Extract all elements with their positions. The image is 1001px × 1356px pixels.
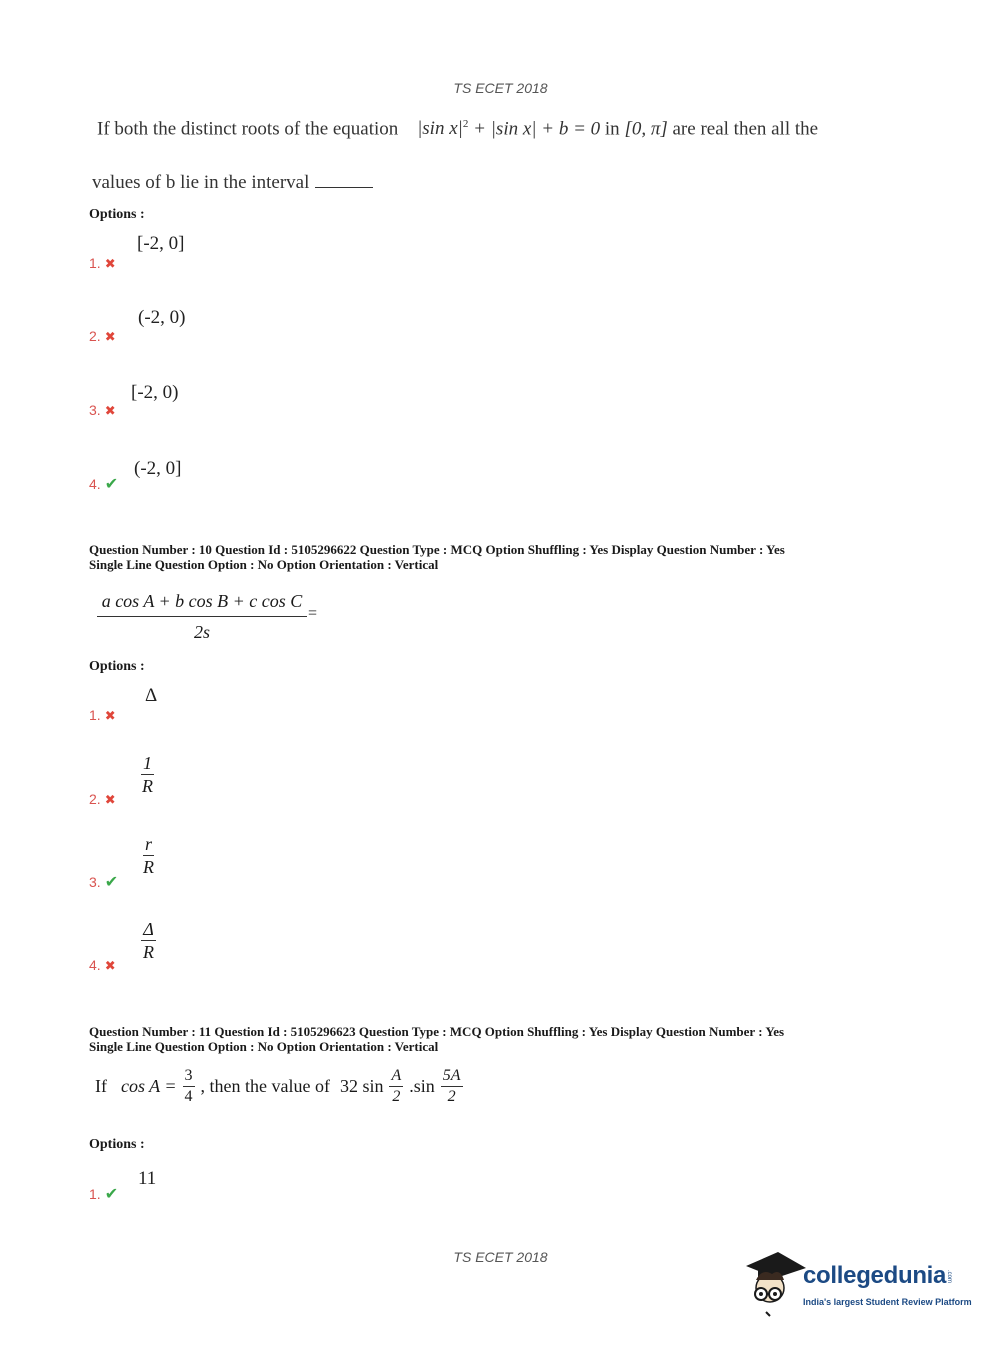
expression-equals: = xyxy=(308,605,318,622)
q10-option-3[interactable] xyxy=(89,872,118,892)
q9-option-2-value: (-2, 0) xyxy=(138,307,186,328)
question-9-line2 xyxy=(92,172,373,194)
question-9-text xyxy=(97,118,818,140)
logo-name: collegedunia xyxy=(803,1262,947,1289)
fraction-denominator: 2 xyxy=(447,1088,456,1105)
q10-option-3-value xyxy=(141,835,156,876)
question-10-meta xyxy=(89,542,785,572)
q10-option-1[interactable] xyxy=(89,707,116,725)
q9-option-1[interactable] xyxy=(89,255,116,273)
meta-line-2: Single Line Question Option : No Option Orientation : Vertical xyxy=(89,557,439,572)
option-number: 3. xyxy=(89,874,101,890)
page-footer: TS ECET 2018 xyxy=(453,1249,548,1265)
q10-option-4[interactable] xyxy=(89,957,116,975)
equation-in: in xyxy=(604,118,620,140)
option-number: 1. xyxy=(89,255,101,271)
expression-numerator: a cos A + b cos B + c cos C xyxy=(97,591,307,617)
fraction-numerator: 3 xyxy=(183,1068,195,1087)
cross-icon: ✖ xyxy=(104,793,116,808)
cross-icon: ✖ xyxy=(104,257,116,272)
question-9-suffix: are real then all the xyxy=(672,118,819,140)
q10-option-2[interactable] xyxy=(89,791,116,809)
fraction-numerator: A xyxy=(389,1068,403,1087)
q11-option-1-value: 11 xyxy=(138,1168,157,1189)
equation-exponent: 2 xyxy=(462,118,469,130)
q9-option-1-value: [-2, 0] xyxy=(137,233,185,254)
question-9-prefix: If both the distinct roots of the equation xyxy=(97,118,399,140)
option-number: 1. xyxy=(89,707,101,723)
equation-rest: + |sin x| + b = 0 xyxy=(473,118,601,140)
meta-line-1: Question Number : 10 Question Id : 5105296622 Question Type : MCQ Option Shuffling : Yes Display Question Number : Yes xyxy=(89,542,785,557)
option-number: 3. xyxy=(89,402,101,418)
expression-32sin: 32 sin xyxy=(339,1076,384,1096)
question-11-expression xyxy=(95,1068,463,1105)
q9-option-3-value: [-2, 0) xyxy=(131,382,179,403)
question-11-meta xyxy=(89,1024,784,1054)
fraction-denominator: R xyxy=(143,942,154,962)
q10-option-1-value: Δ xyxy=(145,685,158,706)
q10-option-2-value xyxy=(140,754,155,795)
expression-if: If xyxy=(95,1076,107,1096)
q10-option-4-value xyxy=(141,920,156,961)
expression-denominator: 2s xyxy=(193,622,210,642)
options-label: Options : xyxy=(89,1137,145,1152)
options-label: Options : xyxy=(89,207,145,222)
q9-option-4-value: (-2, 0] xyxy=(134,458,182,479)
option-number: 4. xyxy=(89,957,101,973)
question-10-expression xyxy=(97,591,307,643)
options-label: Options : xyxy=(89,659,145,674)
option-number: 1. xyxy=(89,1186,101,1202)
option-number: 2. xyxy=(89,328,101,344)
expression-cos: cos A = xyxy=(121,1076,177,1096)
logo-suffix: .com xyxy=(946,1269,953,1283)
fraction-denominator: R xyxy=(143,857,154,877)
question-9-line2-text: values of b lie in the interval xyxy=(92,172,310,193)
expression-then: , then the value of xyxy=(200,1076,330,1096)
logo-wordmark xyxy=(803,1262,952,1290)
mascot-logo-icon xyxy=(742,1248,808,1318)
check-icon: ✔ xyxy=(104,872,119,891)
meta-line-2: Single Line Question Option : No Option Orientation : Vertical xyxy=(89,1039,439,1054)
fraction-numerator: Δ xyxy=(143,919,154,939)
fraction-denominator: R xyxy=(142,776,153,796)
fraction-numerator: 1 xyxy=(143,753,152,773)
equation-abs-sinx: |sin x| xyxy=(417,118,463,140)
fraction-numerator: r xyxy=(144,834,152,854)
logo-tagline: India's largest Student Review Platform xyxy=(803,1297,972,1307)
check-icon: ✔ xyxy=(104,474,119,493)
equation-interval: [0, π] xyxy=(624,118,668,140)
q9-option-3[interactable] xyxy=(89,402,116,420)
option-number: 2. xyxy=(89,791,101,807)
fraction-denominator: 4 xyxy=(184,1088,193,1105)
q11-option-1[interactable] xyxy=(89,1184,118,1204)
option-number: 4. xyxy=(89,476,101,492)
expression-dotsin: .sin xyxy=(409,1076,435,1096)
cross-icon: ✖ xyxy=(104,330,116,345)
cross-icon: ✖ xyxy=(104,709,116,724)
fraction-denominator: 2 xyxy=(392,1088,401,1105)
check-icon: ✔ xyxy=(104,1184,119,1203)
q9-option-2[interactable] xyxy=(89,328,116,346)
q9-option-4[interactable] xyxy=(89,474,118,494)
meta-line-1: Question Number : 11 Question Id : 5105296623 Question Type : MCQ Option Shuffling : Yes Display Question Number : Yes xyxy=(89,1024,785,1039)
fraction-numerator: 5A xyxy=(441,1068,463,1087)
cross-icon: ✖ xyxy=(104,959,116,974)
page-header: TS ECET 2018 xyxy=(453,80,548,96)
answer-blank xyxy=(315,187,373,188)
cross-icon: ✖ xyxy=(104,404,116,419)
